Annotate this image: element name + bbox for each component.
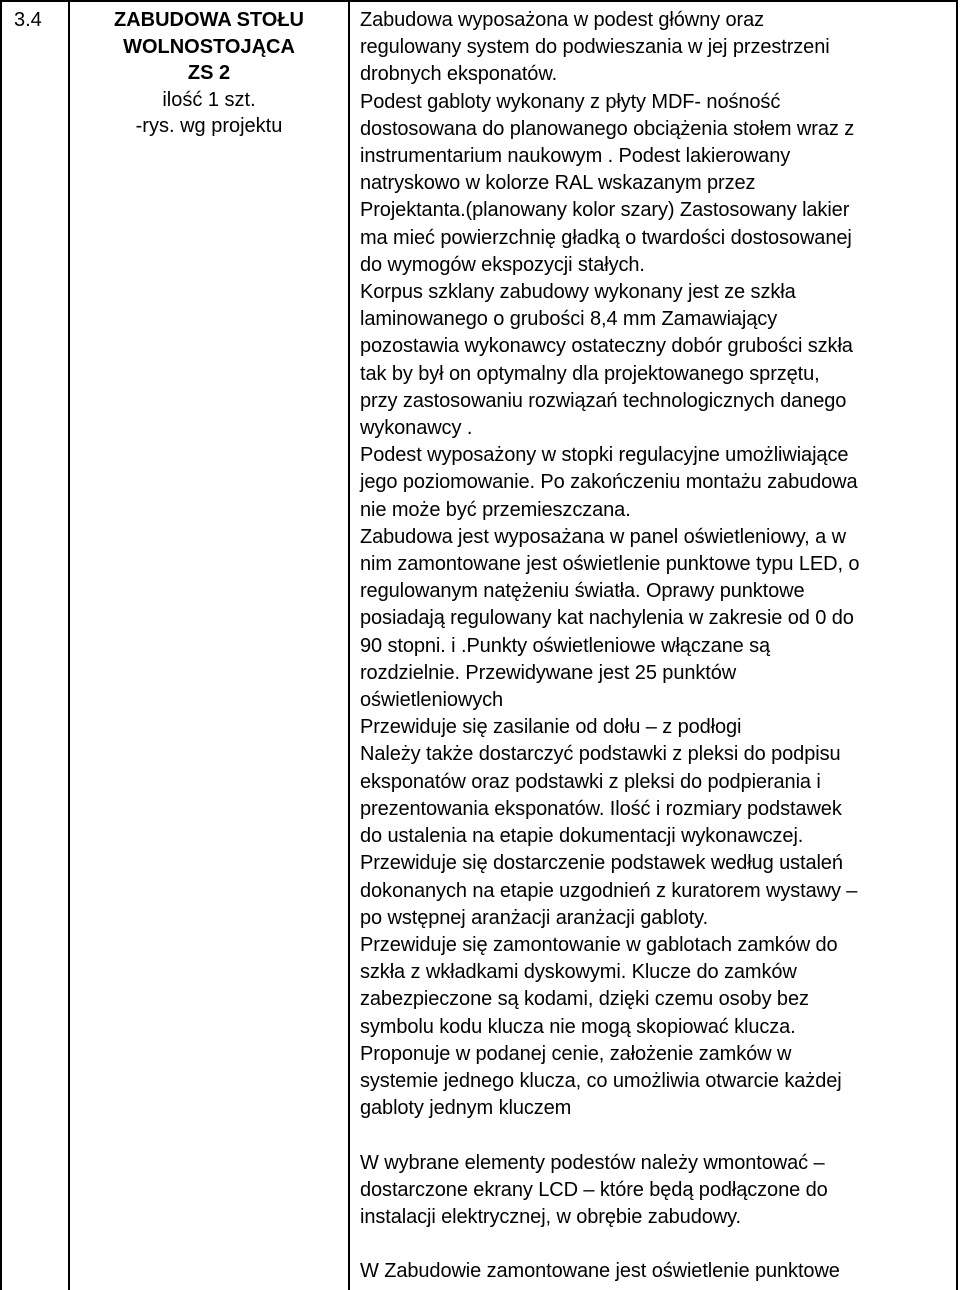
description-line: szkła z wkładkami dyskowymi. Klucze do zamków bbox=[360, 961, 797, 984]
description-line: Podest wyposażony w stopki regulacyjne umożliwiające bbox=[360, 444, 849, 467]
description-line: zabezpieczone są kodami, dzięki czemu osoby bez bbox=[360, 988, 809, 1011]
description-line: po wstępnej aranżacji aranżacji gabloty. bbox=[360, 906, 709, 929]
description-line: Przewiduje się zamontowanie w gablotach zamków do bbox=[360, 933, 838, 956]
description-line: regulowany system do podwieszania w jej przestrzeni bbox=[360, 36, 830, 59]
column-divider-2 bbox=[348, 2, 350, 1290]
description-line: dostarczone ekrany LCD – które będą podłączone do bbox=[360, 1178, 828, 1201]
description-line: Korpus szklany zabudowy wykonany jest ze szkła bbox=[360, 281, 796, 304]
description-line: Proponuje w podanej cenie, założenie zamków w bbox=[360, 1042, 792, 1065]
item-title-line: ZABUDOWA STOŁU bbox=[114, 9, 304, 31]
description-line: drobnych eksponatów. bbox=[360, 63, 558, 86]
description-line: jego poziomowanie. Po zakończeniu montażu zabudowa bbox=[360, 471, 858, 494]
description-line: Podest gabloty wykonany z płyty MDF- nośność bbox=[360, 90, 781, 113]
description-line: przy zastosowaniu rozwiązań technologicznych danego bbox=[360, 389, 847, 412]
description-line: pozostawia wykonawcy ostateczny dobór grubości szkła bbox=[360, 335, 853, 358]
description-line: instrumentarium naukowym . Podest lakierowany bbox=[360, 145, 791, 168]
item-title-line: ZS 2 bbox=[187, 62, 231, 84]
description-line: prezentowania eksponatów. Ilość i rozmiary podstawek bbox=[360, 797, 842, 820]
description-line: Zabudowa wyposażona w podest główny oraz bbox=[360, 9, 765, 31]
item-title-cell bbox=[70, 7, 348, 140]
description-line: W wybrane elementy podestów należy wmontować – bbox=[360, 1151, 825, 1174]
description-line: dostosowana do planowanego obciążenia stołem wraz z bbox=[360, 117, 855, 140]
description-line: nie może być przemieszczana. bbox=[360, 498, 631, 521]
description-blank-line bbox=[360, 1231, 952, 1258]
item-drawing-reference: -rys. wg projektu bbox=[135, 115, 283, 137]
description-line: Przewiduje się dostarczenie podstawek według ustaleń bbox=[360, 852, 843, 875]
description-line: instalacji elektrycznej, w obrębie zabudowy. bbox=[360, 1205, 741, 1228]
item-quantity: ilość 1 szt. bbox=[162, 88, 256, 111]
column-divider-1 bbox=[68, 2, 70, 1290]
description-line: systemie jednego klucza, co umożliwia otwarcie każdej bbox=[360, 1069, 842, 1092]
description-line: eksponatów oraz podstawki z pleksi do podpierania i bbox=[360, 770, 821, 793]
description-line: rozdzielnie. Przewidywane jest 25 punktów bbox=[360, 661, 737, 684]
description-line: nim zamontowane jest oświetlenie punktowe typu LED, o bbox=[360, 553, 860, 576]
description-line: posiadają regulowany kat nachylenia w zakresie od 0 do bbox=[360, 607, 854, 630]
description-line: 90 stopni. i .Punkty oświetleniowe włączane są bbox=[360, 634, 771, 657]
description-line: Należy także dostarczyć podstawki z pleksi do podpisu bbox=[360, 743, 841, 766]
item-title-line: WOLNOSTOJĄCA bbox=[123, 35, 295, 58]
description-line: dokonanych na etapie uzgodnień z kuratorem wystawy – bbox=[360, 879, 858, 902]
description-line: Zabudowa jest wyposażana w panel oświetleniowy, a w bbox=[360, 525, 846, 548]
description-line: regulowanym natężeniu światła. Oprawy punktowe bbox=[360, 580, 805, 603]
description-line: W Zabudowie zamontowane jest oświetlenie punktowe bbox=[360, 1260, 840, 1283]
description-line: Przewiduje się zasilanie od dołu – z podłogi bbox=[360, 716, 742, 739]
description-line: do ustalenia na etapie dokumentacji wykonawczej. bbox=[360, 825, 804, 848]
description-blank-line bbox=[360, 1122, 952, 1149]
description-line: oświetleniowych bbox=[360, 689, 504, 712]
item-description-cell bbox=[360, 7, 952, 1286]
description-line: wykonawcy . bbox=[360, 417, 473, 440]
description-line: gabloty jednym kluczem bbox=[360, 1097, 572, 1120]
table-right-border bbox=[956, 2, 958, 1290]
item-number-cell: 3.4 bbox=[14, 9, 42, 31]
description-line: symbolu kodu klucza nie mogą skopiować klucza. bbox=[360, 1015, 796, 1038]
description-line: ma mieć powierzchnię gładką o twardości dostosowanej bbox=[360, 226, 852, 249]
description-line: tak by był on optymalny dla projektowanego sprzętu, bbox=[360, 362, 820, 385]
description-line: do wymogów ekspozycji stałych. bbox=[360, 253, 645, 276]
description-line: Projektanta.(planowany kolor szary) Zastosowany lakier bbox=[360, 199, 850, 222]
description-line: natryskowo w kolorze RAL wskazanym przez bbox=[360, 172, 756, 195]
description-line: laminowanego o grubości 8,4 mm Zamawiający bbox=[360, 308, 778, 331]
